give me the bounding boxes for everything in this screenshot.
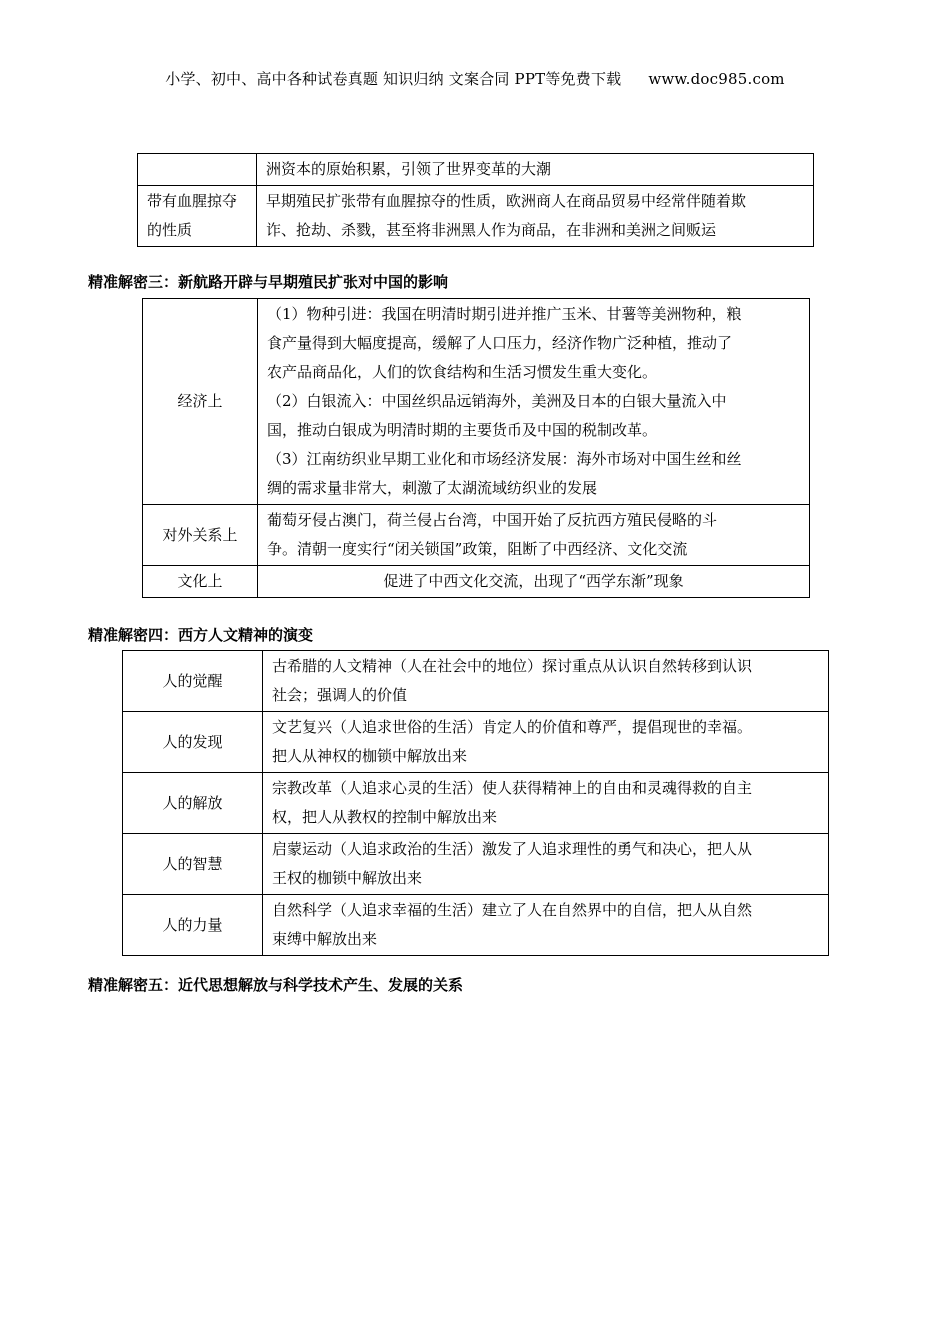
table-row	[123, 834, 829, 895]
row-content: 宗教改革（人追求心灵的生活）使人获得精神上的自由和灵魂得救的自主 权，把人从教权的控制中解放出来	[263, 773, 829, 834]
row-content: 葡萄牙侵占澳门，荷兰侵占台湾，中国开始了反抗西方殖民侵略的斗 争。清朝一度实行“闭关锁国”政策，阻断了中西经济、文化交流	[258, 505, 810, 566]
row-content: 启蒙运动（人追求政治的生活）激发了人追求理性的勇气和决心，把人从 王权的枷锁中解放出来	[263, 834, 829, 895]
row-label: 人的觉醒	[123, 651, 263, 712]
row-label: 对外关系上	[143, 505, 258, 566]
table-row	[123, 895, 829, 956]
table-row	[143, 505, 810, 566]
page-header	[0, 68, 950, 89]
section5-title: 精准解密五：近代思想解放与科学技术产生、发展的关系	[88, 976, 464, 994]
header-site: www.doc985.com	[648, 70, 785, 88]
table-row	[123, 773, 829, 834]
row-content: （1）物种引进：我国在明清时期引进并推广玉米、甘薯等美洲物种，粮 食产量得到大幅度提高，缓解了人口压力，经济作物广泛种植，推动了 农产品商品化，人们的饮食结构和生活习惯发生重大变化。 （2）白银流入：中国丝织品远销海外，美洲及日本的白银大量流入中 国，推动白银成为明清时期的主要货币及中国的税制改革。 （3）江南纺织业早期工业化和市场经济发展：海外市场对中国生丝和丝 绸的需求量非常大，刺激了太湖流域纺织业的发展	[258, 299, 810, 505]
row-label: 经济上	[143, 299, 258, 505]
table-row	[123, 712, 829, 773]
row-label: 文化上	[143, 566, 258, 598]
colonial-expansion-table	[137, 153, 814, 247]
row-content: 古希腊的人文精神（人在社会中的地位）探讨重点从认识自然转移到认识 社会；强调人的价值	[263, 651, 829, 712]
row-label: 人的智慧	[123, 834, 263, 895]
row-label: 人的力量	[123, 895, 263, 956]
row-label: 人的发现	[123, 712, 263, 773]
row-content: 文艺复兴（人追求世俗的生活）肯定人的价值和尊严，提倡现世的幸福。 把人从神权的枷锁中解放出来	[263, 712, 829, 773]
table-row	[143, 299, 810, 505]
row-label: 人的解放	[123, 773, 263, 834]
table-row	[123, 651, 829, 712]
row-label: 带有血腥掠夺 的性质	[138, 186, 257, 247]
china-impact-table	[142, 298, 810, 598]
humanism-table	[122, 650, 829, 956]
row-content: 自然科学（人追求幸福的生活）建立了人在自然界中的自信，把人从自然 束缚中解放出来	[263, 895, 829, 956]
section3-title: 精准解密三：新航路开辟与早期殖民扩张对中国的影响	[88, 273, 449, 291]
row-content: 促进了中西文化交流，出现了“西学东渐”现象	[258, 566, 810, 598]
table-row	[143, 566, 810, 598]
header-text: 小学、初中、高中各种试卷真题 知识归纳 文案合同 PPT等免费下载	[165, 70, 622, 88]
row-label	[138, 154, 257, 186]
table-row	[138, 154, 814, 186]
table-row	[138, 186, 814, 247]
section4-title: 精准解密四：西方人文精神的演变	[88, 626, 314, 644]
row-content: 早期殖民扩张带有血腥掠夺的性质，欧洲商人在商品贸易中经常伴随着欺 诈、抢劫、杀戮，甚至将非洲黑人作为商品，在非洲和美洲之间贩运	[257, 186, 814, 247]
row-content: 洲资本的原始积累，引领了世界变革的大潮	[257, 154, 814, 186]
